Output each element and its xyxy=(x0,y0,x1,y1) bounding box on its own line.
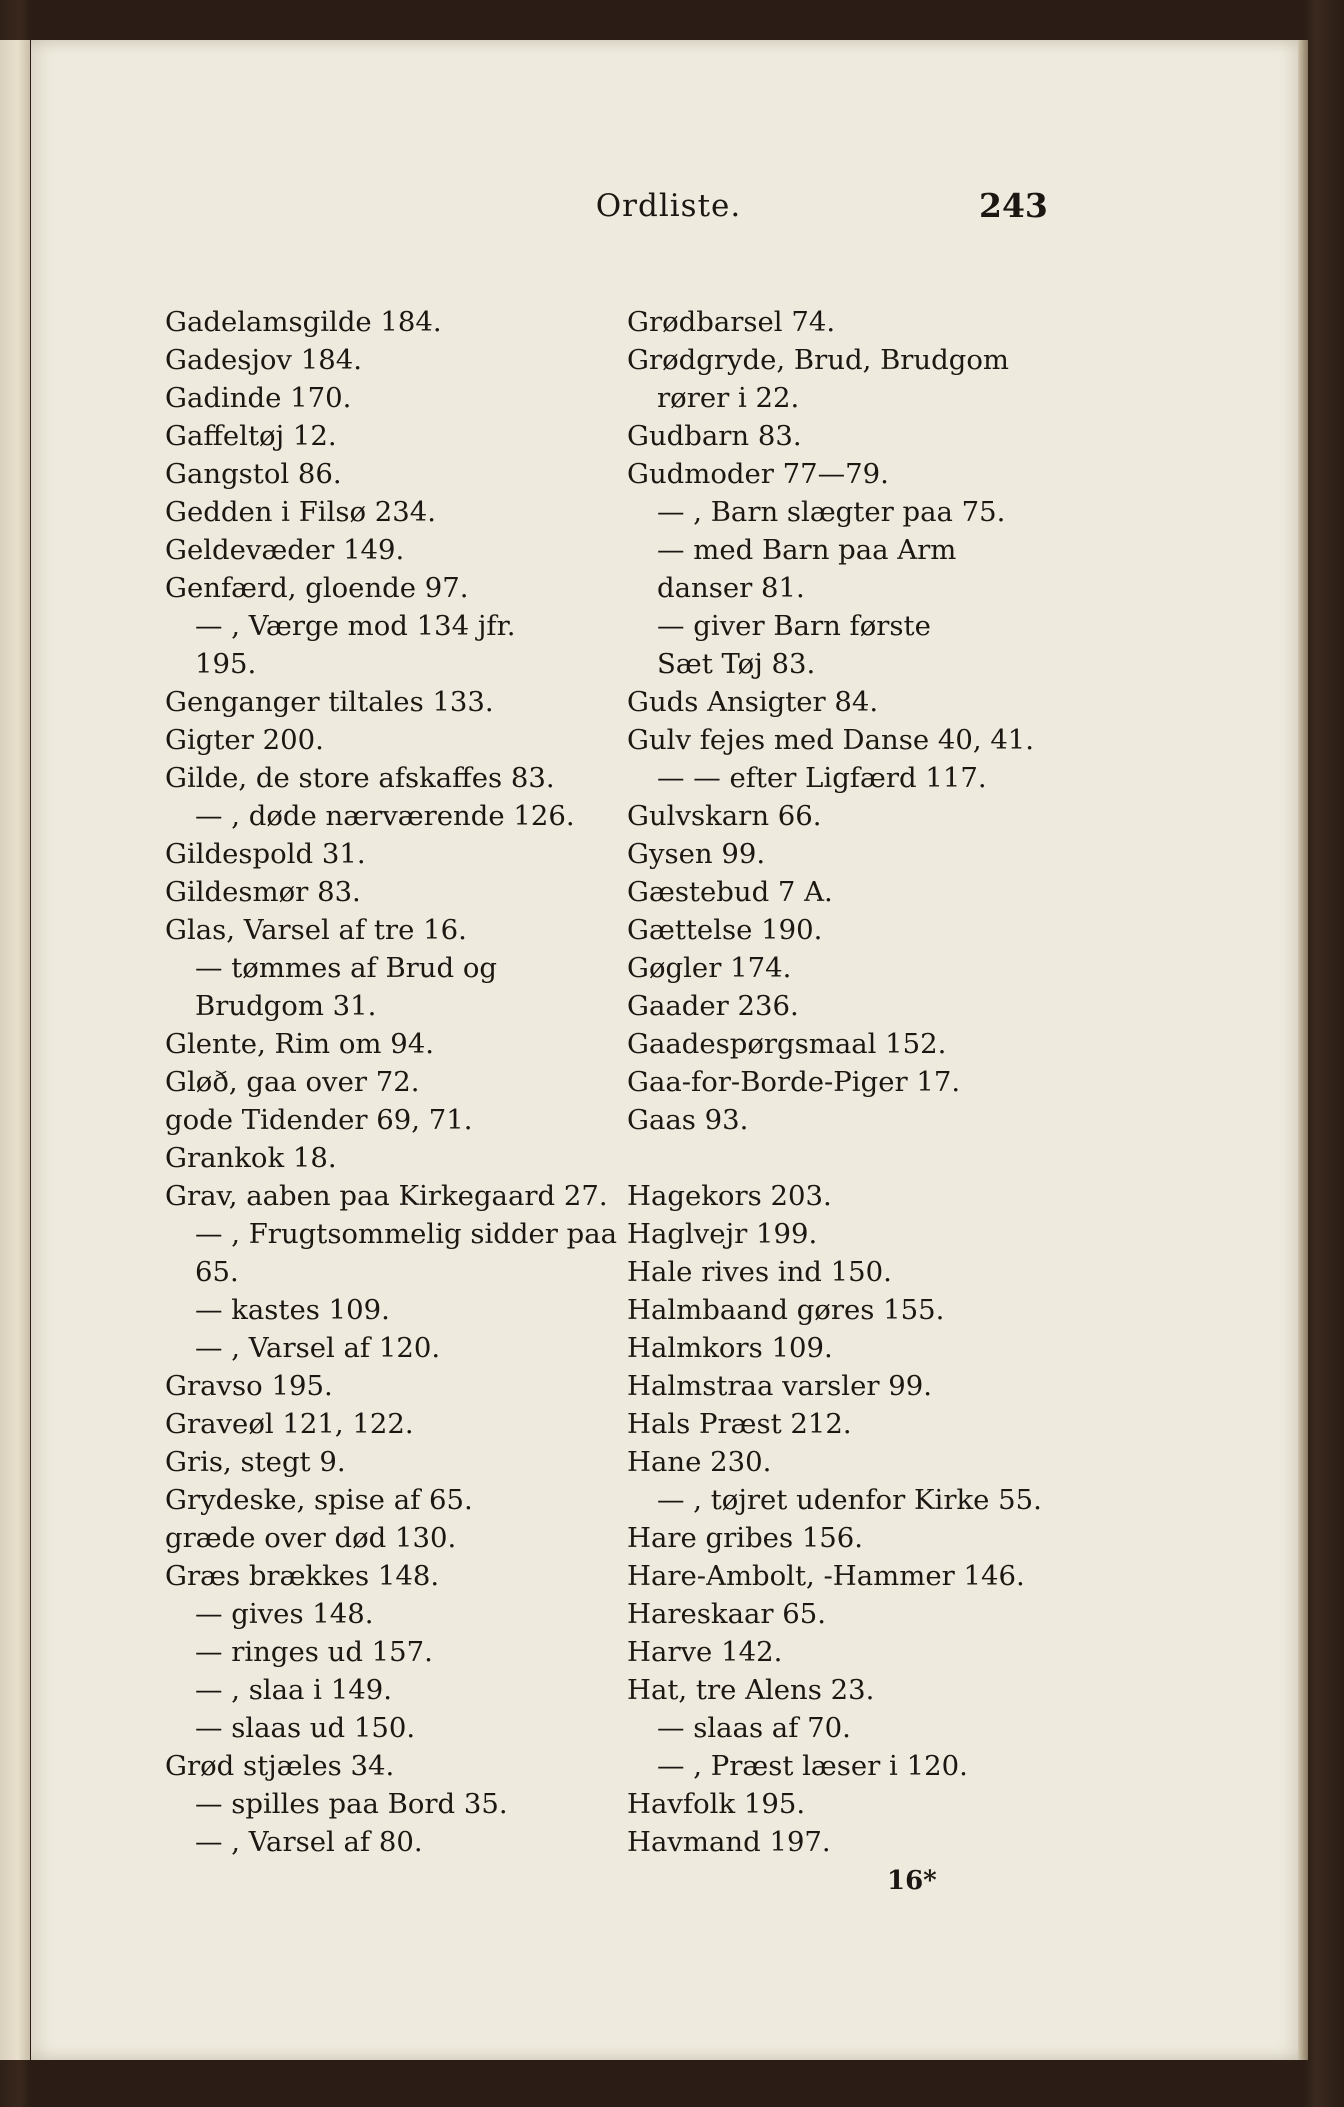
index-entry: Grydeske, spise af 65. xyxy=(165,1484,473,1516)
index-entry: Grav, aaben paa Kirkegaard 27. xyxy=(165,1180,608,1212)
index-entry: Guds Ansigter 84. xyxy=(627,686,879,718)
index-entry: Hane 230. xyxy=(627,1446,772,1478)
index-entry: Gravso 195. xyxy=(165,1370,333,1402)
index-subentry: — med Barn paa Arm xyxy=(657,534,957,566)
index-entry: Halmkors 109. xyxy=(627,1332,833,1364)
index-entry: Gaas 93. xyxy=(627,1104,749,1136)
index-entry: Gulvskarn 66. xyxy=(627,800,822,832)
index-entry: Gildesmør 83. xyxy=(165,876,361,908)
index-entry: Genfærd, gloende 97. xyxy=(165,572,469,604)
index-entry: Grødgryde, Brud, Brudgom xyxy=(627,344,1009,376)
index-entry: gode Tidender 69, 71. xyxy=(165,1104,473,1136)
index-entry: Halmstraa varsler 99. xyxy=(627,1370,932,1402)
index-subentry: — , tøjret udenfor Kirke 55. xyxy=(657,1484,1042,1516)
index-entry: Gøgler 174. xyxy=(627,952,792,984)
index-entry: Gadesjov 184. xyxy=(165,344,362,376)
index-subentry: 65. xyxy=(195,1256,239,1288)
index-subentry: — spilles paa Bord 35. xyxy=(195,1788,508,1820)
index-entry: Hareskaar 65. xyxy=(627,1598,826,1630)
index-subentry: — , Barn slægter paa 75. xyxy=(657,496,1006,528)
page-number: 243 xyxy=(979,186,1048,225)
index-entry: Gaa-for-Borde-Piger 17. xyxy=(627,1066,961,1098)
index-subentry: — slaas af 70. xyxy=(657,1712,851,1744)
index-entry: Graveøl 121, 122. xyxy=(165,1408,414,1440)
index-entry: Hals Præst 212. xyxy=(627,1408,852,1440)
page-sheet xyxy=(31,40,1306,2060)
index-entry: Gadinde 170. xyxy=(165,382,352,414)
signature-mark: 16* xyxy=(887,1866,937,1896)
index-entry: Gættelse 190. xyxy=(627,914,823,946)
index-entry: Glente, Rim om 94. xyxy=(165,1028,434,1060)
index-entry: Havmand 197. xyxy=(627,1826,831,1858)
index-entry: Gaffeltøj 12. xyxy=(165,420,337,452)
running-title: Ordliste. xyxy=(595,188,742,224)
index-entry: Gulv fejes med Danse 40, 41. xyxy=(627,724,1035,756)
index-entry: Gudmoder 77—79. xyxy=(627,458,889,490)
index-column-right xyxy=(627,303,1087,1861)
page-fore-edge xyxy=(1298,40,1308,2060)
index-column-left xyxy=(165,303,625,1861)
index-entry: Halmbaand gøres 155. xyxy=(627,1294,945,1326)
index-entry: Hare gribes 156. xyxy=(627,1522,864,1554)
index-subentry: Brudgom 31. xyxy=(195,990,377,1022)
index-entry: Gaadespørgsmaal 152. xyxy=(627,1028,947,1060)
index-subentry: — gives 148. xyxy=(195,1598,374,1630)
index-entry: Gløð, gaa over 72. xyxy=(165,1066,420,1098)
index-entry: Gangstol 86. xyxy=(165,458,342,490)
index-subentry: — tømmes af Brud og xyxy=(195,952,498,984)
index-subentry: — , Varsel af 80. xyxy=(195,1826,423,1858)
index-subentry: — , Frugtsommelig sidder paa xyxy=(195,1218,618,1250)
index-entry: Grankok 18. xyxy=(165,1142,337,1174)
index-subentry: — giver Barn første xyxy=(657,610,931,642)
index-subentry: — — efter Ligfærd 117. xyxy=(657,762,987,794)
index-subentry: danser 81. xyxy=(657,572,805,604)
index-subentry: — slaas ud 150. xyxy=(195,1712,416,1744)
index-entry: Gadelamsgilde 184. xyxy=(165,306,442,338)
index-entry: Grød stjæles 34. xyxy=(165,1750,395,1782)
index-entry: Hagekors 203. xyxy=(627,1180,832,1212)
index-entry: Gudbarn 83. xyxy=(627,420,802,452)
index-subentry: Sæt Tøj 83. xyxy=(657,648,816,680)
previous-page-edge xyxy=(0,40,30,2060)
index-entry: Geldevæder 149. xyxy=(165,534,405,566)
index-entry: Hat, tre Alens 23. xyxy=(627,1674,875,1706)
index-entry: Grødbarsel 74. xyxy=(627,306,836,338)
index-subentry: — , Præst læser i 120. xyxy=(657,1750,968,1782)
index-entry: græde over død 130. xyxy=(165,1522,457,1554)
index-entry: Gildespold 31. xyxy=(165,838,366,870)
index-entry: Gæstebud 7 A. xyxy=(627,876,833,908)
index-entry: Græs brækkes 148. xyxy=(165,1560,440,1592)
index-subentry: — , slaa i 149. xyxy=(195,1674,392,1706)
index-subentry: — , Værge mod 134 jfr. xyxy=(195,610,516,642)
index-entry: Hare-Ambolt, -Hammer 146. xyxy=(627,1560,1025,1592)
index-entry: Gysen 99. xyxy=(627,838,766,870)
index-subentry: — ringes ud 157. xyxy=(195,1636,433,1668)
index-subentry: — , døde nærværende 126. xyxy=(195,800,575,832)
index-subentry: 195. xyxy=(195,648,257,680)
index-entry: Harve 142. xyxy=(627,1636,783,1668)
index-entry: Hale rives ind 150. xyxy=(627,1256,892,1288)
index-subentry: — kastes 109. xyxy=(195,1294,390,1326)
index-entry: Genganger tiltales 133. xyxy=(165,686,494,718)
index-entry: Glas, Varsel af tre 16. xyxy=(165,914,467,946)
index-entry: Gaader 236. xyxy=(627,990,799,1022)
index-entry: Haglvejr 199. xyxy=(627,1218,818,1250)
index-entry: Gigter 200. xyxy=(165,724,324,756)
index-entry: Gedden i Filsø 234. xyxy=(165,496,437,528)
index-entry: Gris, stegt 9. xyxy=(165,1446,346,1478)
index-entry: Havfolk 195. xyxy=(627,1788,806,1820)
index-subentry: rører i 22. xyxy=(657,382,800,414)
index-subentry: — , Varsel af 120. xyxy=(195,1332,441,1364)
index-entry: Gilde, de store afskaffes 83. xyxy=(165,762,555,794)
